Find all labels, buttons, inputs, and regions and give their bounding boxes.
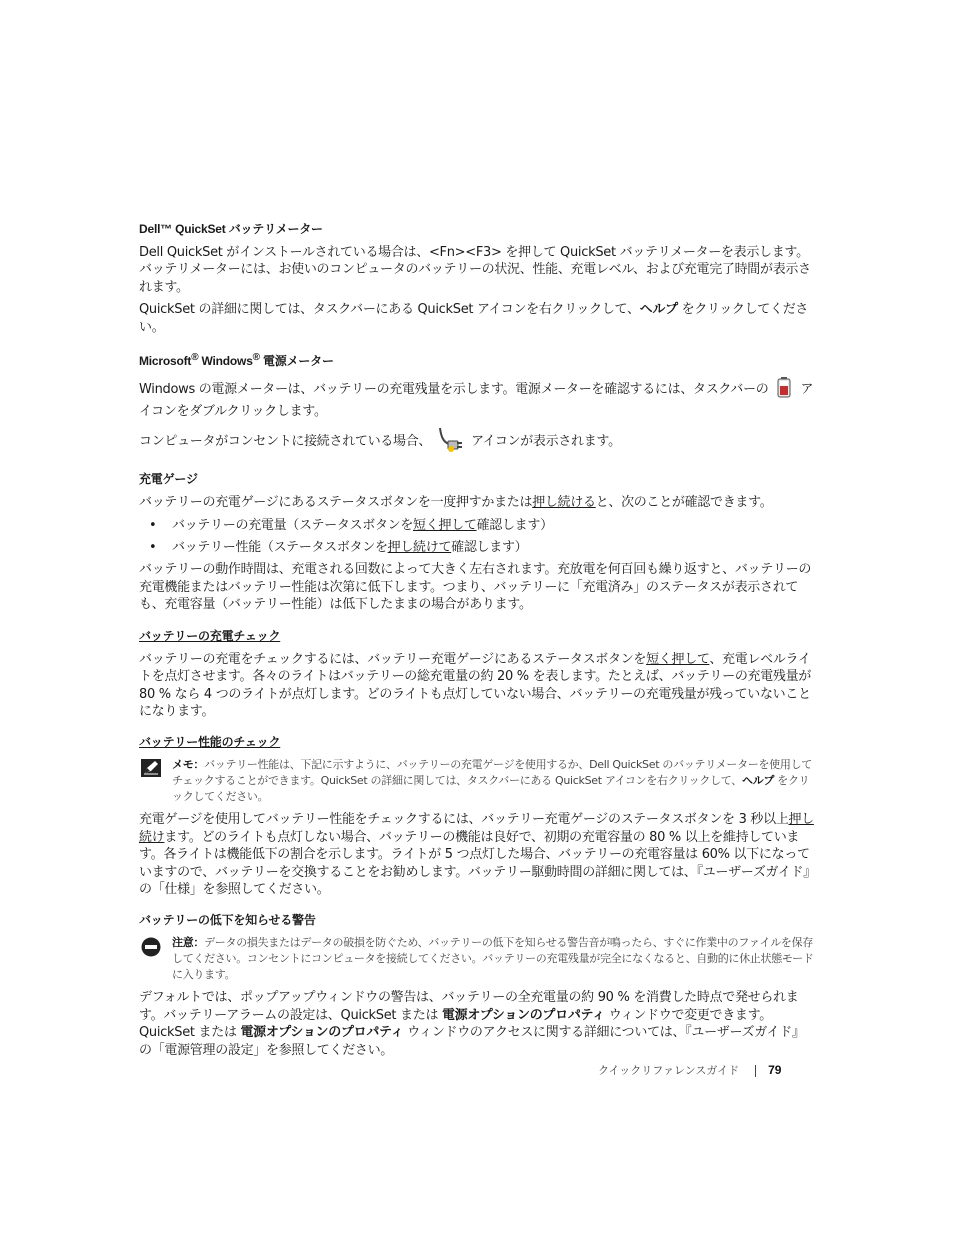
list-item: • バッテリーの充電量（ステータスボタンを短く押して確認します） (149, 517, 553, 533)
heading-charge-gauge: 充電ゲージ (139, 472, 198, 487)
heading-performance-check: バッテリー性能のチェック (139, 735, 281, 750)
performance-check-paragraph: 充電ゲージを使用してバッテリー性能をチェックするには、バッテリー充電ゲージのステータスボタンを 3 秒以上押し続けます。どのライトも点灯しない場合、バッテリーの機能は良好で、初期の充電容量の 80 % 以上を維持しています。各ライトは機能低下の割合を示します。ライトが 5 つ点灯した場合、バッテリーの充電容量は 60% 以下になっていますので、バッテリーを交換することをお勧めします。バッテリー駆動時間の詳細に関しては、『ユーザーズガイド』の「仕様」を参照してください。 (139, 812, 814, 897)
note-pencil-icon (141, 759, 161, 782)
power-options-term: 電源オプションのプロパティ (240, 1025, 404, 1041)
page-footer (598, 1062, 814, 1078)
notice-label: 注意： (172, 936, 205, 950)
list-item: • バッテリー性能（ステータスボタンを押し続けて確認します） (149, 540, 528, 556)
low-battery-paragraph: デフォルトでは、ポップアップウィンドウの警告は、バッテリーの全充電量の約 90 % を消費した時点で発せられます。バッテリーアラームの設定は、QuickSet または 電源オプションのプロパティ ウィンドウで変更できます。QuickSet または 電源オプションのプロパティ ウィンドウのアクセスに関する詳細については、『ユーザーズガイド』の「電源管理の設定」を参照してください。 (139, 990, 805, 1058)
note-block: メモ：バッテリー性能は、下記に示すように、バッテリーの充電ゲージを使用するか、Dell QuickSet のバッテリメーターを使用してチェックすることができます。QuickSet の詳細に関しては、タスクバーにある QuickSet アイコンを右クリックして、ヘルプ をクリックしてください。 (139, 757, 815, 805)
power-options-term: 電源オプションのプロパティ (441, 1007, 605, 1023)
footer-separator (755, 1065, 756, 1077)
help-menu-term: ヘルプ (741, 774, 775, 788)
footer-title: クイックリファレンスガイド (598, 1064, 740, 1077)
quickset-description: Dell QuickSet がインストールされている場合は、<Fn><F3> を押して QuickSet バッテリメーターを表示します。バッテリメーターには、お使いのコンピュータのバッテリーの状況、性能、充電レベル、および充電完了時間が表示されます。 (139, 245, 811, 295)
heading-low-battery-warning: バッテリーの低下を知らせる警告 (139, 913, 316, 928)
charge-gauge-intro: バッテリーの充電ゲージにあるステータスボタンを一度押すかまたは押し続けると、次のことが確認できます。 (139, 495, 773, 511)
charge-gauge-list (139, 517, 815, 557)
power-plug-icon (437, 426, 465, 457)
page-number: 79 (768, 1063, 782, 1077)
page-content (139, 221, 815, 1064)
battery-icon (774, 376, 794, 403)
heading-charge-check: バッテリーの充電チェック (139, 628, 281, 643)
battery-lifetime-paragraph: バッテリーの動作時間は、充電される回数によって大きく左右されます。充放電を何百回も繰り返すと、バッテリーの充電機能またはバッテリー性能は次第に低下します。つまり、バッテリーに「充電済み」のステータスが表示されても、充電容量（バッテリー性能）は低下したままの場合があります。 (139, 562, 812, 613)
heading-windows-power-meter: Microsoft® Windows® 電源メーター (139, 352, 334, 369)
note-label: メモ： (172, 758, 205, 772)
notice-block: 注意：データの損失またはデータの破損を防ぐため、バッテリーの低下を知らせる警告音が鳴ったら、すぐに作業中のファイルを保存してください。コンセントにコンピュータを接続してください。バッテリーの充電残量が完全になくなると、自動的に休止状態モードに入ります。 (139, 935, 815, 983)
notice-icon (141, 937, 161, 962)
charge-check-paragraph: バッテリーの充電をチェックするには、バッテリー充電ゲージにあるステータスボタンを短く押して、充電レベルライトを点灯させます。各々のライトはバッテリーの総充電量の約 20 % を表します。たとえば、バッテリーの充電残量が 80 % なら 4 つのライトが点灯します。どのライトも点灯していない場合、バッテリーの充電残量が残っていないことになります。 (139, 651, 812, 719)
heading-quickset-battery-meter: Dell™ QuickSet バッテリメーター (139, 222, 323, 236)
ac-plug-paragraph: コンピュータがコンセントに接続されている場合、 アイコンが表示されます。 (139, 426, 815, 457)
help-menu-term: ヘルプ (639, 302, 678, 318)
quickset-help-paragraph: QuickSet の詳細に関しては、タスクバーにある QuickSet アイコンを右クリックして、ヘルプ をクリックしてください。 (139, 302, 809, 335)
power-meter-paragraph: Windows の電源メーターは、バッテリーの充電残量を示します。電源メーターを確認するには、タスクバーの アイコンをダブルクリックします。 (139, 376, 815, 421)
